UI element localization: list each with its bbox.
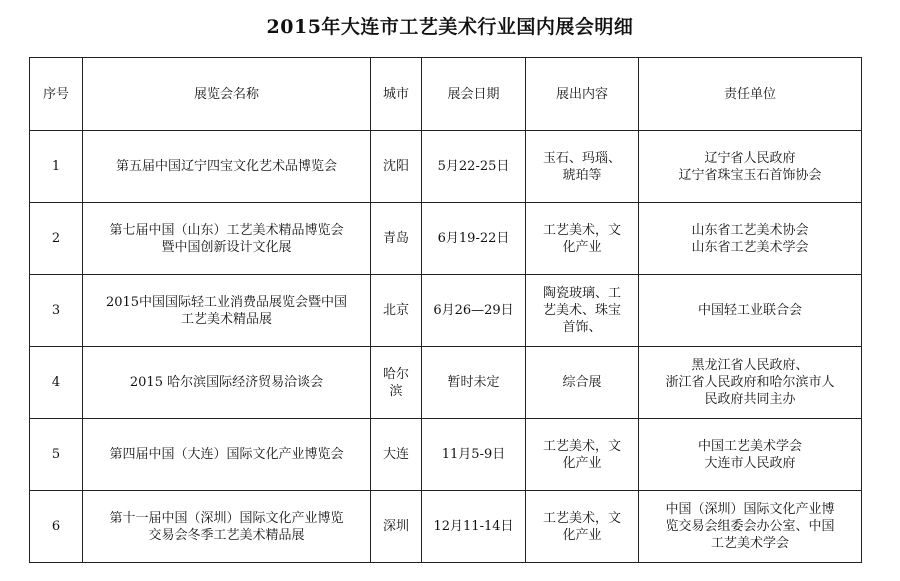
cell-city: 哈尔 滨	[371, 347, 422, 419]
cell-name: 第七届中国（山东）工艺美术精品博览会 暨中国创新设计文化展	[83, 203, 371, 275]
cell-city: 深圳	[371, 491, 422, 563]
cell-unit: 辽宁省人民政府 辽宁省珠宝玉石首饰协会	[639, 131, 862, 203]
header-unit: 责任单位	[639, 58, 862, 131]
cell-city: 沈阳	[371, 131, 422, 203]
table-row	[30, 347, 862, 419]
cell-content: 工艺美术，文 化产业	[526, 491, 639, 563]
cell-name: 第十一届中国（深圳）国际文化产业博览 交易会冬季工艺美术精品展	[83, 491, 371, 563]
cell-name: 第五届中国辽宁四宝文化艺术品博览会	[83, 131, 371, 203]
table-body	[30, 131, 862, 563]
cell-city: 青岛	[371, 203, 422, 275]
cell-unit: 中国（深圳）国际文化产业博 览交易会组委会办公室、中国 工艺美术学会	[639, 491, 862, 563]
cell-unit: 中国工艺美术学会 大连市人民政府	[639, 419, 862, 491]
table-row	[30, 203, 862, 275]
cell-name: 第四届中国（大连）国际文化产业博览会	[83, 419, 371, 491]
cell-name: 2015 哈尔滨国际经济贸易洽谈会	[83, 347, 371, 419]
cell-date: 12月11-14日	[422, 491, 526, 563]
cell-unit: 山东省工艺美术协会 山东省工艺美术学会	[639, 203, 862, 275]
cell-city: 大连	[371, 419, 422, 491]
page-title: 2015年大连市工艺美术行业国内展会明细	[266, 16, 634, 38]
cell-content: 玉石、玛瑙、 琥珀等	[526, 131, 639, 203]
cell-name: 2015中国国际轻工业消费品展览会暨中国 工艺美术精品展	[83, 275, 371, 347]
cell-unit: 黑龙江省人民政府、 浙江省人民政府和哈尔滨市人 民政府共同主办	[639, 347, 862, 419]
cell-city: 北京	[371, 275, 422, 347]
table-row	[30, 131, 862, 203]
cell-unit: 中国轻工业联合会	[639, 275, 862, 347]
cell-date: 11月5-9日	[422, 419, 526, 491]
header-city: 城市	[371, 58, 422, 131]
table-row	[30, 491, 862, 563]
cell-date: 5月22-25日	[422, 131, 526, 203]
cell-seq: 2	[30, 203, 83, 275]
cell-seq: 3	[30, 275, 83, 347]
cell-content: 陶瓷玻璃、工 艺美术、珠宝 首饰、	[526, 275, 639, 347]
header-content: 展出内容	[526, 58, 639, 131]
table-row	[30, 275, 862, 347]
cell-content: 综合展	[526, 347, 639, 419]
cell-date: 暂时未定	[422, 347, 526, 419]
header-seq: 序号	[30, 58, 83, 131]
cell-seq: 1	[30, 131, 83, 203]
cell-date: 6月19-22日	[422, 203, 526, 275]
table-header-row	[30, 58, 862, 131]
header-name: 展览会名称	[83, 58, 371, 131]
cell-date: 6月26—29日	[422, 275, 526, 347]
cell-seq: 5	[30, 419, 83, 491]
cell-content: 工艺美术，文 化产业	[526, 203, 639, 275]
cell-seq: 4	[30, 347, 83, 419]
table-row	[30, 419, 862, 491]
exhibition-table	[29, 57, 862, 563]
cell-seq: 6	[30, 491, 83, 563]
header-date: 展会日期	[422, 58, 526, 131]
cell-content: 工艺美术，文 化产业	[526, 419, 639, 491]
